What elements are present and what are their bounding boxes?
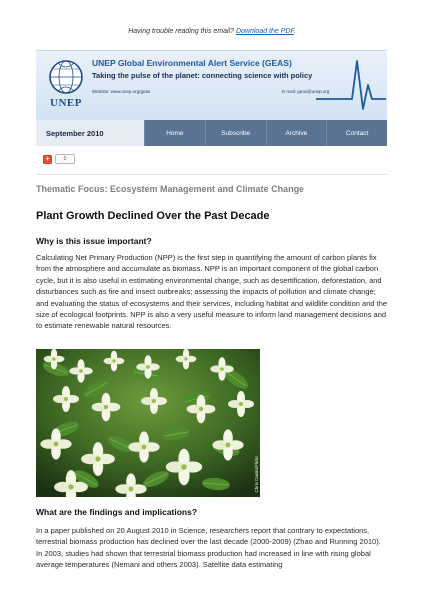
- unep-globe-icon: [44, 57, 88, 97]
- download-pdf-link[interactable]: Download the PDF: [235, 28, 294, 35]
- share-widget: [43, 154, 75, 164]
- dogwood-flowers-photo: [36, 349, 260, 497]
- share-count: 0: [55, 154, 75, 164]
- photo-credit: Chris Danks/Flickr: [254, 456, 259, 493]
- issue-date: September 2010: [36, 120, 144, 146]
- email-trouble-note: [0, 28, 424, 35]
- section-divider: [36, 174, 387, 175]
- share-plus-icon[interactable]: +: [43, 155, 52, 164]
- geas-banner: [36, 50, 387, 121]
- article-title: Plant Growth Declined Over the Past Decade: [36, 210, 270, 222]
- banner-tagline: Taking the pulse of the planet: connecting science with policy: [92, 71, 313, 80]
- email-note-prefix: Having trouble reading this email?: [128, 28, 236, 35]
- banner-email: E-mail: geas@unep.org: [282, 89, 330, 94]
- heartbeat-pulse-icon: [316, 55, 386, 115]
- nav-subscribe[interactable]: Subscribe: [205, 120, 266, 146]
- nav-archive[interactable]: Archive: [266, 120, 327, 146]
- section-heading-importance: Why is this issue important?: [36, 236, 152, 246]
- banner-website: Website: www.unep.org/geas: [92, 89, 151, 94]
- section-heading-findings: What are the findings and implications?: [36, 507, 198, 517]
- unep-logo-text: UNEP: [50, 97, 82, 109]
- article-paragraph-1: Calculating Net Primary Production (NPP) is the first step in quantifying the amount of carbon plants fix from the atmosphere and accumulate as biomass. NPP is an important component of the global carbon cycle, but it is also useful in estimating environmental change, such as desertification, deforestation, and disturbances such as fire and insect outbreaks; assessing the impacts of pollution and climate change; and evaluating the status of ecosystems and their services, including habitat and wildlife condition and the size of ecological footprints. NPP is also a very useful measure to inform land management decisions and to estimate renewable natural resources.: [36, 253, 388, 331]
- unep-logo: [44, 57, 88, 115]
- article-paragraph-2: In a paper published on 20 August 2010 in Science, researchers report that contrary to expectations, terrestrial biomass production has declined over the last decade (2000-2009) (Zhao and Running 2010). In 2003, studies had shown that terrestrial biomass production had increased in line with rising global average temperatures (Nemani and others 2003). Satellite data estimating: [36, 526, 381, 570]
- email-note-suffix: .: [293, 28, 296, 35]
- nav-bar: [36, 120, 387, 146]
- flower-photo-image: [36, 349, 260, 497]
- banner-title: UNEP Global Environmental Alert Service (GEAS): [92, 58, 292, 68]
- nav-contact[interactable]: Contact: [326, 120, 387, 146]
- thematic-focus: Thematic Focus: Ecosystem Management and Climate Change: [36, 184, 305, 194]
- nav-home[interactable]: Home: [144, 120, 205, 146]
